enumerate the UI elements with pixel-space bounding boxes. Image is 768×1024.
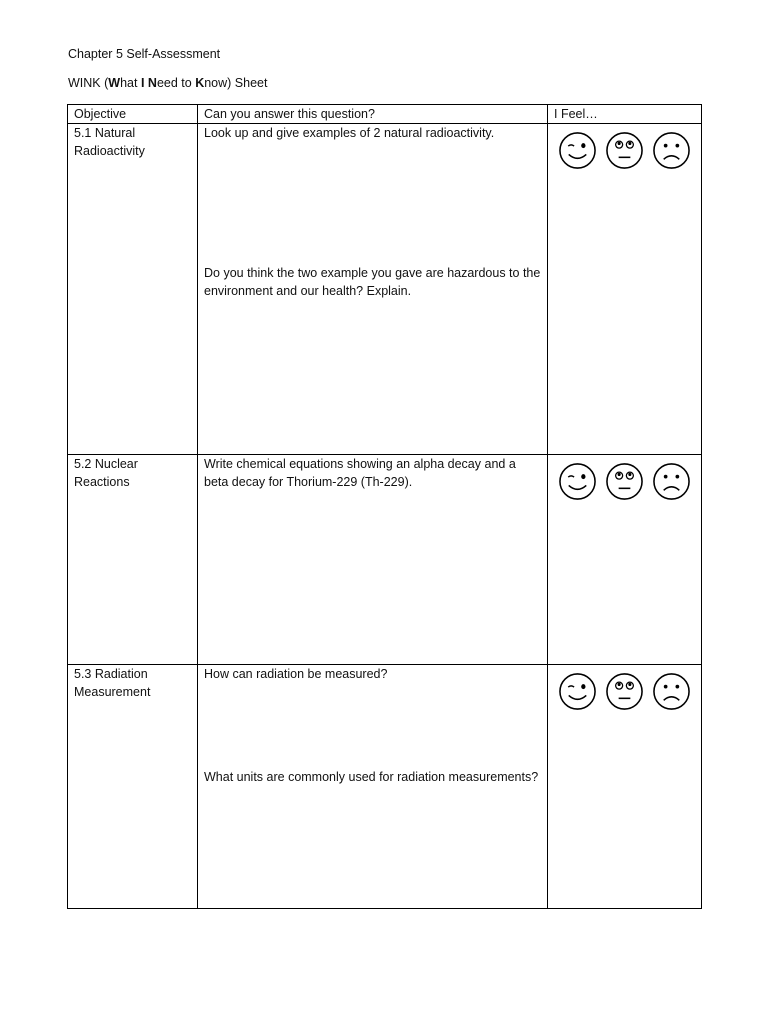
subtitle-letter-w: W <box>108 76 121 90</box>
neutral-face-icon[interactable] <box>605 462 644 501</box>
neutral-face-icon[interactable] <box>605 672 644 711</box>
neutral-face-icon[interactable] <box>605 131 644 170</box>
sad-face-icon[interactable] <box>652 462 691 501</box>
table-header-row <box>68 105 702 124</box>
question-cell-inner <box>204 124 541 454</box>
objective-text: 5.1 Natural Radioactivity <box>74 126 145 158</box>
question-text: Do you think the two example you gave are hazardous to the environment and our health? Explain. <box>204 266 541 298</box>
wink-face-icon[interactable] <box>558 131 597 170</box>
question-cell-inner <box>204 665 541 908</box>
header-question: Can you answer this question? <box>198 105 548 124</box>
feel-cell <box>548 455 702 665</box>
subtitle-suffix: now) Sheet <box>204 76 268 90</box>
face-group <box>558 131 695 170</box>
subtitle-prefix: WINK ( <box>68 76 109 90</box>
objective-text: 5.2 Nuclear Reactions <box>74 457 138 489</box>
question-text: How can radiation be measured? <box>204 667 388 681</box>
face-group <box>558 462 695 501</box>
subtitle-part-eed: eed to <box>156 76 196 90</box>
page-title: Chapter 5 Self-Assessment <box>68 47 221 61</box>
feel-cell <box>548 665 702 909</box>
objective-text: 5.3 Radiation Measurement <box>74 667 151 699</box>
question-cell <box>198 455 548 665</box>
table-row <box>68 665 702 909</box>
wink-face-icon[interactable] <box>558 672 597 711</box>
question-text: Look up and give examples of 2 natural radioactivity. <box>204 126 495 140</box>
question-text: Write chemical equations showing an alpha decay and a beta decay for Thorium-229 (Th-229). <box>204 457 516 489</box>
subtitle-letter-k: K <box>195 76 205 90</box>
sad-face-icon[interactable] <box>652 672 691 711</box>
objective-cell <box>68 455 198 665</box>
table-row <box>68 124 702 455</box>
wink-face-icon[interactable] <box>558 462 597 501</box>
objective-cell <box>68 124 198 455</box>
header-objective: Objective <box>68 105 198 124</box>
question-cell <box>198 665 548 909</box>
subtitle-part-hat: hat <box>120 76 141 90</box>
question-cell <box>198 124 548 455</box>
subtitle-letter-i: I <box>140 76 145 90</box>
sad-face-icon[interactable] <box>652 131 691 170</box>
face-group <box>558 672 695 711</box>
question-text: What units are commonly used for radiation measurements? <box>204 770 539 784</box>
page-subtitle <box>68 76 267 90</box>
table-row <box>68 455 702 665</box>
feel-cell <box>548 124 702 455</box>
header-feel: I Feel… <box>548 105 702 124</box>
subtitle-letter-n: N <box>147 76 157 90</box>
objective-cell <box>68 665 198 909</box>
wink-table <box>67 104 702 909</box>
